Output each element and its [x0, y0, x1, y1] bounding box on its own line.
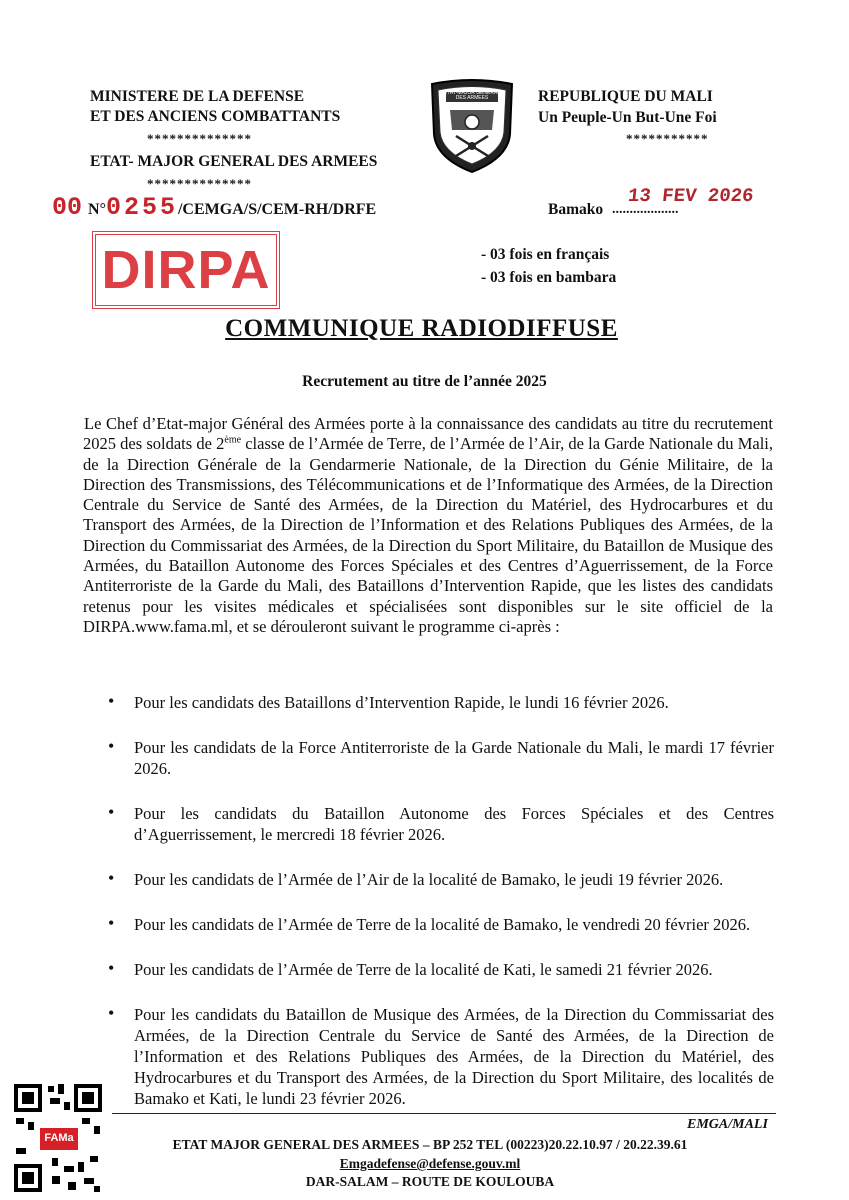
list-item — [108, 869, 774, 890]
schedule-list — [108, 692, 774, 1109]
emblem-text: ETAT-MAJOR GENERAL DES ARMEES — [443, 90, 501, 101]
schedule-item-text: Pour les candidats de la Force Antiterroriste de la Garde Nationale du Mali, le mardi 17 février 2026. — [134, 738, 774, 778]
bullet-icon: • — [108, 958, 115, 978]
page-title-text: COMMUNIQUE RADIODIFFUSE — [225, 315, 618, 342]
broadcast-bambara: - 03 fois en bambara — [481, 269, 617, 286]
list-item — [108, 803, 774, 845]
communique-body — [83, 414, 773, 637]
body-text-start: Le Chef d’Etat-major Général des Armées porte à la connaissance des candidats au titre du recrutement 2025 des soldats de 2 — [83, 414, 773, 454]
list-item — [108, 692, 774, 713]
footer-divider — [112, 1113, 776, 1114]
ref-no-label: N° — [88, 201, 106, 218]
schedule-item-text: Pour les candidats du Bataillon de Musique des Armées, de la Direction du Commissariat des Armées, de la Direction Centrale du Service de Santé des Armées, de la Direction de l’Information et des Relations Publiques des Armées, de la Direction du Matériel, des Hydrocarbures et du Transport des Armées, de la Direction du Sport Militaire, des localités de Bamako et Kati, le lundi 23 février 2026. — [134, 1005, 774, 1108]
reference-number — [52, 193, 376, 222]
city-label: Bamako — [548, 201, 604, 218]
army-emblem — [428, 78, 516, 174]
handwritten-ref-number: 0255 — [105, 193, 178, 222]
header-left-stars-2: ************** — [147, 176, 252, 191]
staff-name: ETAT- MAJOR GENERAL DES ARMEES — [90, 153, 378, 170]
ministry-name: MINISTERE DE LA DEFENSE — [90, 88, 305, 105]
footer-tag: EMGA/MALI — [687, 1117, 768, 1132]
republic-name: REPUBLIQUE DU MALI — [538, 88, 713, 105]
list-item — [108, 914, 774, 935]
footer-address: ETAT MAJOR GENERAL DES ARMEES – BP 252 TEL (00223)20.22.10.97 / 20.22.39.61 — [172, 1137, 688, 1152]
header-left-stars-1: ************** — [147, 131, 252, 146]
footer-location: DAR-SALAM – ROUTE DE KOULOUBA — [305, 1174, 555, 1189]
list-item — [108, 959, 774, 980]
schedule-item-text: Pour les candidats du Bataillon Autonome des Forces Spéciales et des Centres d’Aguerrissement, le mercredi 18 février 2026. — [134, 804, 774, 844]
handwritten-ref-prefix: 00 — [52, 193, 83, 222]
bullet-icon: • — [108, 736, 115, 756]
broadcast-french: - 03 fois en français — [481, 246, 610, 263]
body-text-rest: classe de l’Armée de Terre, de l’Armée de l’Air, de la Garde Nationale du Mali, de la Direction Générale de la Gendarmerie Nationale, de la Direction du Génie Militaire, de la Direction des Transmissions, des Télécommunications et de l’Informatique des Armées, de la Direction Centrale du Service de Santé des Armées, de la Direction du Matériel, des Hydrocarbures et du Transport des Armées, de la Direction de l’Information et des Relations Publiques des Armées, de la Direction du Commissariat des Armées, de la Direction du Sport Militaire, du Bataillon de Musique des Armées, du Bataillon Autonome des Forces Spéciales et des Centres d’Aguerrissement, de la Force Antiterroriste de la Garde du Mali, des Bataillons d’Intervention Rapide, que les listes des candidats retenus pour les visites médicales et spécialisées sont disponibles sur le site officiel de la DIRPA.www.fama.ml, et se dérouleront suivant le programme ci-après : — [83, 434, 773, 636]
bullet-icon: • — [108, 691, 115, 711]
header-right-stars: *********** — [626, 131, 709, 146]
schedule-item-text: Pour les candidats de l’Armée de Terre de la localité de Bamako, le vendredi 20 février 2026. — [134, 915, 751, 934]
bullet-icon: • — [108, 1003, 115, 1023]
list-item — [108, 737, 774, 779]
bullet-icon: • — [108, 802, 115, 822]
footer-email-row — [140, 1156, 720, 1172]
national-motto: Un Peuple-Un But-Une Foi — [538, 109, 717, 126]
ministry-name-line2: ET DES ANCIENS COMBATTANTS — [90, 108, 341, 125]
qr-code — [12, 1082, 104, 1194]
dirpa-stamp: DIRPA — [92, 231, 280, 309]
page-subtitle: Recrutement au titre de l’année 2025 — [302, 373, 547, 390]
schedule-item-text: Pour les candidats de l’Armée de l’Air de la localité de Bamako, le jeudi 19 février 2026. — [134, 870, 724, 889]
bullet-icon: • — [108, 913, 115, 933]
body-superscript: ème — [224, 434, 242, 446]
schedule-item-text: Pour les candidats de l’Armée de Terre de la localité de Kati, le samedi 21 février 2026. — [134, 960, 713, 979]
page-title — [0, 315, 849, 343]
ref-suffix: /CEMGA/S/CEM-RH/DRFE — [177, 201, 377, 218]
date-dots: ................... — [612, 202, 679, 217]
footer-email-link[interactable]: Emgadefense@defense.gouv.ml — [339, 1156, 521, 1171]
qr-label: FAMa — [44, 1132, 74, 1144]
schedule-item-text: Pour les candidats des Bataillons d’Intervention Rapide, le lundi 16 février 2026. — [134, 693, 669, 712]
list-item — [108, 1004, 774, 1109]
handwritten-date: 13 FEV 2026 — [626, 185, 755, 207]
bullet-icon: • — [108, 868, 115, 888]
